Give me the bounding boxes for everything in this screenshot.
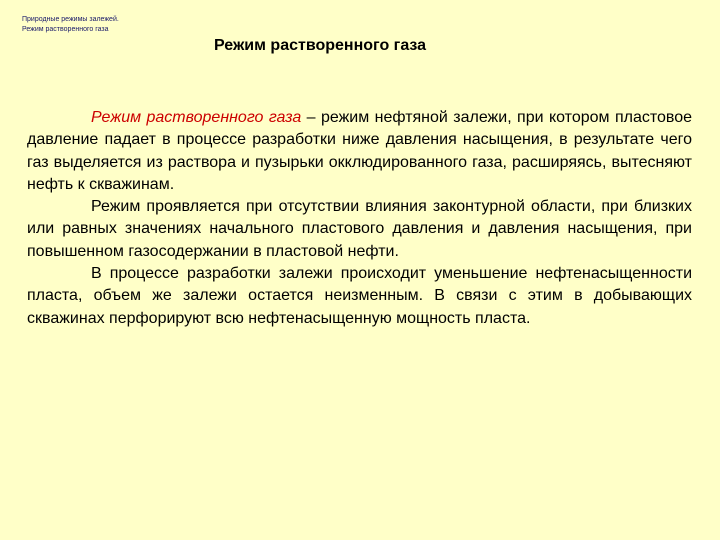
paragraph-development: В процессе разработки залежи происходит уменьшение нефтенасыщенности пласта, объем же залежи остается неизменным. В связи с этим в добывающих скважинах перфорируют всю нефтенасыщенную мощность пласта. xyxy=(27,265,692,327)
breadcrumb xyxy=(22,15,119,35)
highlighted-term: Режим растворенного газа xyxy=(91,109,302,126)
breadcrumb-line-1: Природные режимы залежей. xyxy=(22,16,119,23)
page-title: Режим растворенного газа xyxy=(214,37,427,54)
slide-body xyxy=(27,107,692,330)
breadcrumb-line-2: Режим растворенного газа xyxy=(22,26,109,33)
paragraph-conditions: Режим проявляется при отсутствии влияния законтурной области, при близких или равных значениях начального пластового давления и давления насыщения, при повышенном газосодержании в пластовой нефти. xyxy=(27,198,692,260)
paragraph-definition xyxy=(27,107,692,196)
definition-text: – режим нефтяной залежи, при котором пластовое давление падает в процессе разработки ниже давления насыщения, в результате чего газ выделяется из раствора и пузырьки окклюдированного газа, расширяясь, вытесняют нефть к скважинам. xyxy=(27,109,693,193)
